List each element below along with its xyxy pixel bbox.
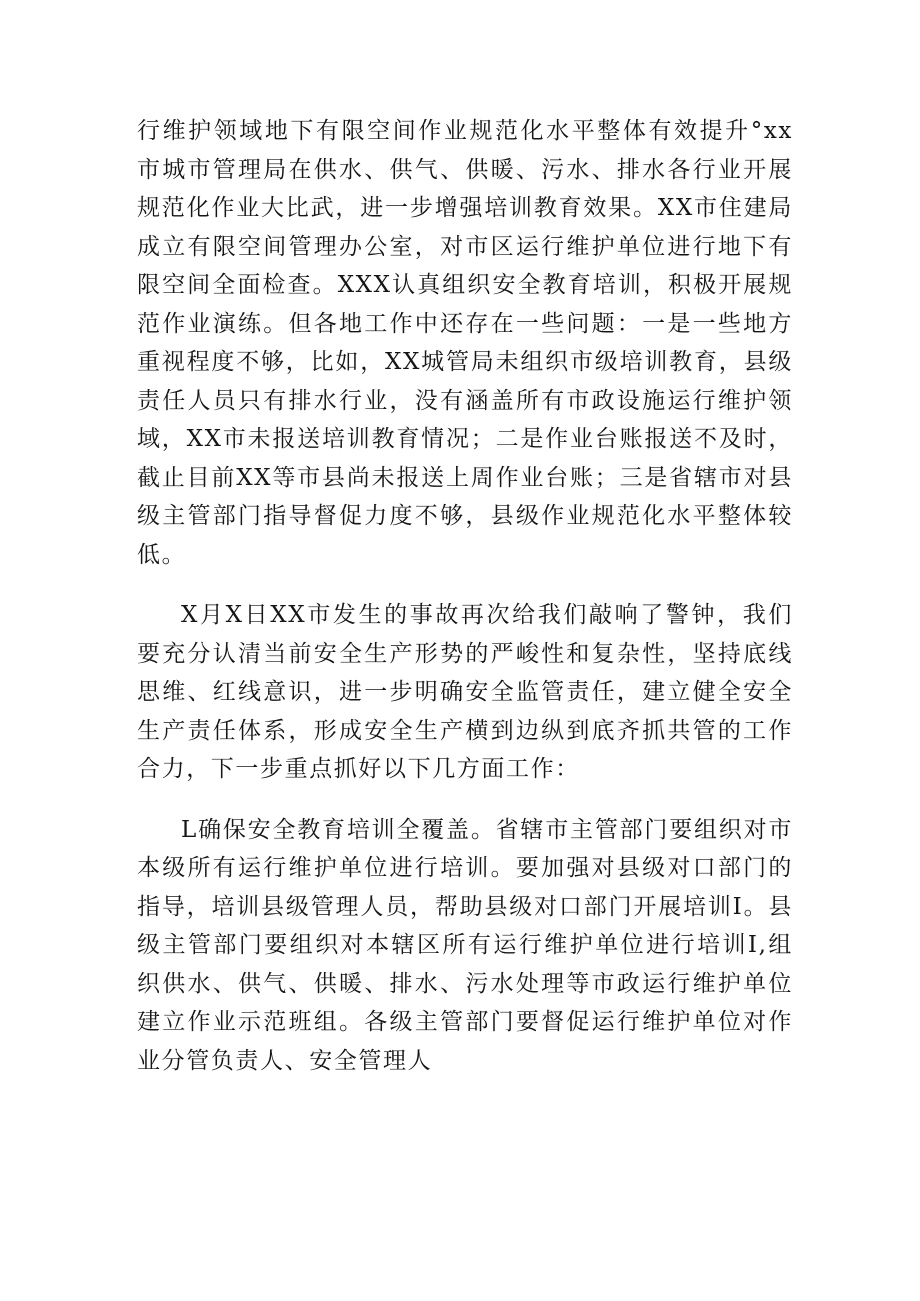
paragraph-work-status: 行维护领域地下有限空间作业规范化水平整体有效提升°xx市城市管理局在供水、供气、供暖、污水、排水各行业开展规范化作业大比武，进一步增强培训教育效果。XX市住建局成立有限空间管理办公室，对市区运行维护单位进行地下有限空间全面检查。XXX认真组织安全教育培训，积极开展规范作业演练。但各地工作中还存在一些问题：一是一些地方重视程度不够，比如，XX城管局未组织市级培训教育，县级责任人员只有排水行业，没有涵盖所有市政设施运行维护领域，XX市未报送培训教育情况；二是作业台账报送不及时，截止目前XX等市县尚未报送上周作业台账；三是省辖市对县级主管部门指导督促力度不够，县级作业规范化水平整体较低。 [137,118,793,568]
paragraph-accident-warning: X月X日XX市发生的事故再次给我们敲响了警钟，我们要充分认清当前安全生产形势的严峻性和复杂性，坚持底线思维、红线意识，进一步明确安全监管责任，建立健全安全生产责任体系，形成安全生产横到边纵到底齐抓共管的工作合力，下一步重点抓好以下几方面工作： [137,602,793,782]
document-body [137,112,793,1080]
paragraph-training-coverage: L确保安全教育培训全覆盖。省辖市主管部门要组织对市本级所有运行维护单位进行培训。要加强对县级对口部门的指导，培训县级管理人员，帮助县级对口部门开展培训I。县级主管部门要组织对本辖区所有运行维护单位进行培训I,组织供水、供气、供暖、排水、污水处理等市政运行维护单位建立作业示范班组。各级主管部门要督促运行维护单位对作业分管负责人、安全管理人 [137,816,793,1074]
